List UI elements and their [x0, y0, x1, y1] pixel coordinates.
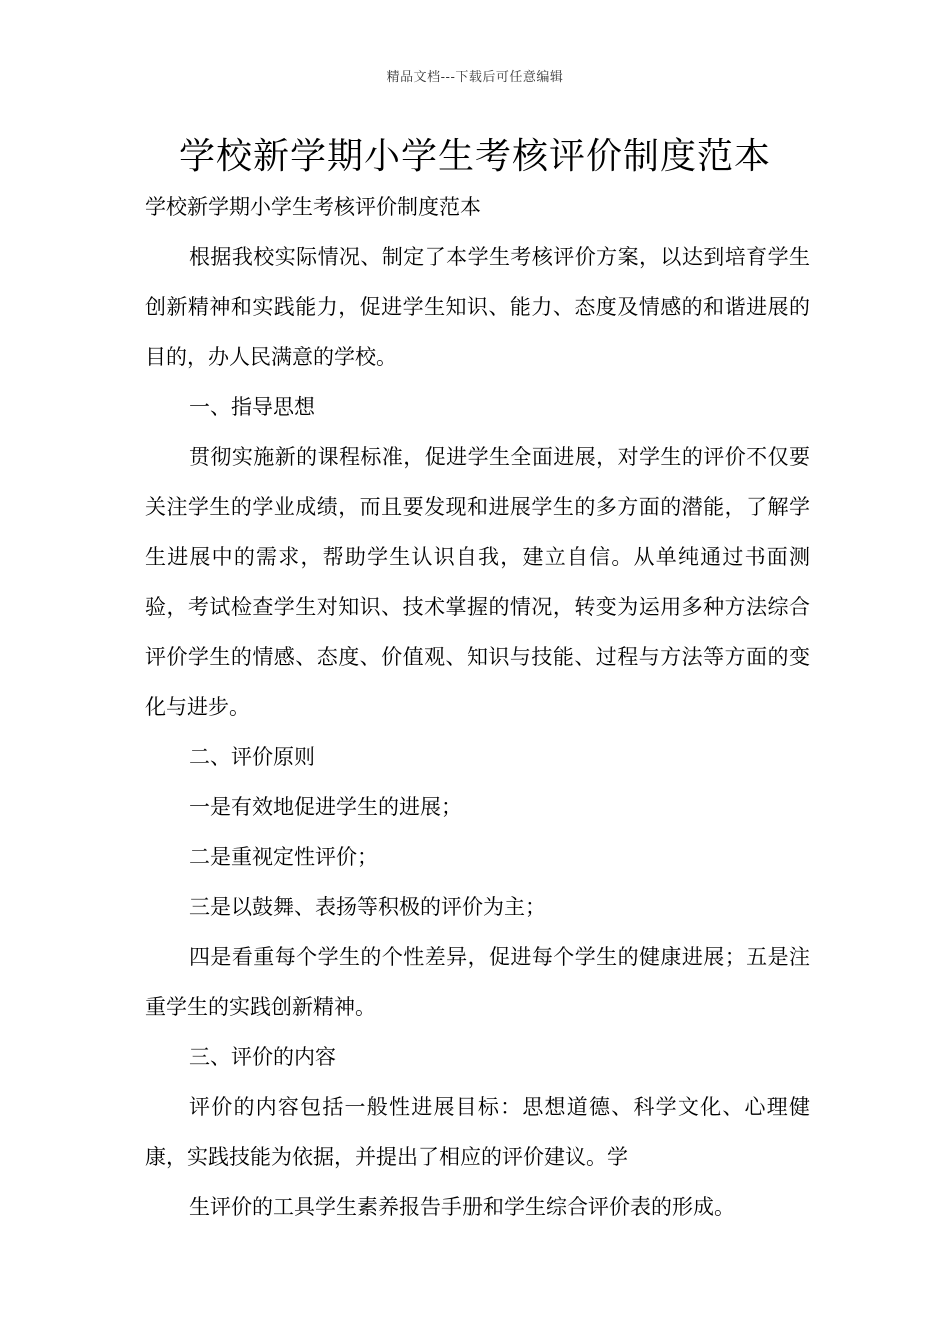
section-heading-evaluation-content: 三、评价的内容 [189, 1045, 336, 1069]
principle-item-2: 二是重视定性评价； [189, 845, 378, 869]
document-subtitle: 学校新学期小学生考核评价制度范本 [145, 195, 481, 219]
paragraph-guiding-ideology: 贯彻实施新的课程标准，促进学生全面进展，对学生的评价不仅要关注学生的学业成绩，而且要发现和进展学生的多方面的潜能，了解学生进展中的需求，帮助学生认识自我，建立自信。从单纯通过书面测验，考试检查学生对知识、技术掌握的情况，转变为运用多种方法综合评价学生的情感、态度、价值观、知识与技能、过程与方法等方面的变化与进步。 [145, 445, 810, 719]
document-title: 学校新学期小学生考核评价制度范本 [178, 136, 771, 177]
paragraph-evaluation-tools: 生评价的工具学生素养报告手册和学生综合评价表的形成。 [189, 1195, 735, 1219]
section-heading-evaluation-principles: 二、评价原则 [189, 745, 315, 769]
header-note: 精品文档---下载后可任意编辑 [386, 70, 564, 85]
principle-item-4: 四是看重每个学生的个性差异，促进每个学生的健康进展；五是注重学生的实践创新精神。 [145, 945, 810, 1019]
paragraph-intro: 根据我校实际情况、制定了本学生考核评价方案，以达到培育学生创新精神和实践能力，促进学生知识、能力、态度及情感的和谐进展的目的，办人民满意的学校。 [145, 245, 810, 369]
paragraph-evaluation-content: 评价的内容包括一般性进展目标：思想道德、科学文化、心理健康，实践技能为依据，并提出了相应的评价建议。学 [145, 1095, 810, 1169]
document-body [145, 182, 810, 1232]
principle-item-1: 一是有效地促进学生的进展； [189, 795, 462, 819]
principle-item-3: 三是以鼓舞、表扬等积极的评价为主； [189, 895, 546, 919]
section-heading-guiding-ideology: 一、指导思想 [189, 395, 315, 419]
